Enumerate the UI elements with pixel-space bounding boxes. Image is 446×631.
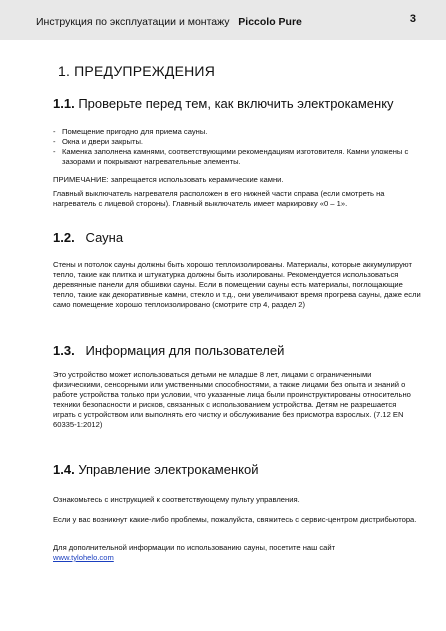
section-1-4-paragraph-1: Ознакомьтесь с инструкцией к соответствующему пульту управления. [53, 495, 300, 504]
website-link[interactable]: www.tylohelo.com [53, 553, 114, 562]
section-1-2-number: 1.2. [53, 230, 75, 245]
header-title-text: Инструкция по эксплуатации и монтажу [36, 16, 230, 28]
checklist-item: - Окна и двери закрыты. [53, 137, 421, 147]
section-1-2-paragraph: Стены и потолок сауны должны быть хорошо теплоизолированы. Материалы, которые аккумулируют тепло, такие как плитка и штукатурка должны быть изолированы. Рекомендуется использоваться деревянные панели для обшивки сауны. Если в помещении сауны есть материалы, поглощающие тепло, такие как декоративные камни, стекло и т.д., они увеличивают время прогрева сауны, даже если само помещение хорошо теплоизолировано (смотрите стр 4, раздел 2) [53, 260, 421, 309]
section-1-1-paragraph: Главный выключатель нагревателя расположен в его нижней части справа (если смотреть на нагреватель с лицевой стороны). Главный выключатель имеет маркировку «0 – 1». [53, 189, 385, 208]
checklist-item: - Каменка заполнена камнями, соответствующими рекомендациям изготовителя. Камни уложены с зазорами и покрывают нагревательные элементы. [53, 147, 421, 167]
header-title [36, 16, 302, 28]
section-1-4-paragraph-2: Если у вас возникнут какие-либо проблемы, пожалуйста, свяжитесь с сервис-центром дистрибьютора. [53, 515, 417, 524]
section-1-2-heading [53, 230, 123, 245]
website-intro: Для дополнительной информации по использованию сауны, посетите наш сайт [53, 543, 336, 552]
checklist-item: - Помещение пригодно для приема сауны. [53, 127, 421, 137]
page-header [0, 0, 446, 40]
section-1-4-number: 1.4. [53, 462, 75, 477]
section-1-3-paragraph: Это устройство может использоваться детьми не младше 8 лет, лицами с ограниченными физическими, сенсорными или умственными способностями, а также лицами без опыта и знаний о работе устройства только при условии, что указанные лица были проинструктированы относительно техники безопасности и рисков, связанных с использованием устройства. Детям не разрешается играть с устройством или выполнять его чистку и обслуживание без присмотра взрослых. (7.12 EN 60335-1:2012) [53, 370, 411, 429]
section-1-3-number: 1.3. [53, 343, 75, 358]
section-1-1-number: 1.1. [53, 96, 75, 111]
header-product: Piccolo Pure [238, 16, 302, 28]
page-number: 3 [409, 13, 416, 25]
section-1-1-checklist [53, 127, 421, 167]
main-title: 1. ПРЕДУПРЕЖДЕНИЯ [58, 63, 216, 79]
section-1-4-title: Управление электрокаменкой [78, 462, 259, 477]
section-1-3-heading [53, 343, 284, 358]
section-1-3-title: Информация для пользователей [85, 343, 285, 358]
section-1-4-heading [53, 462, 258, 477]
section-1-1-title: Проверьте перед тем, как включить электрокаменку [78, 96, 394, 111]
section-1-1-heading [53, 96, 394, 111]
section-1-2-title: Сауна [85, 230, 124, 245]
section-1-1-note: ПРИМЕЧАНИЕ: запрещается использовать керамические камни. [53, 175, 284, 184]
section-1-4-paragraph-3 [53, 543, 421, 563]
